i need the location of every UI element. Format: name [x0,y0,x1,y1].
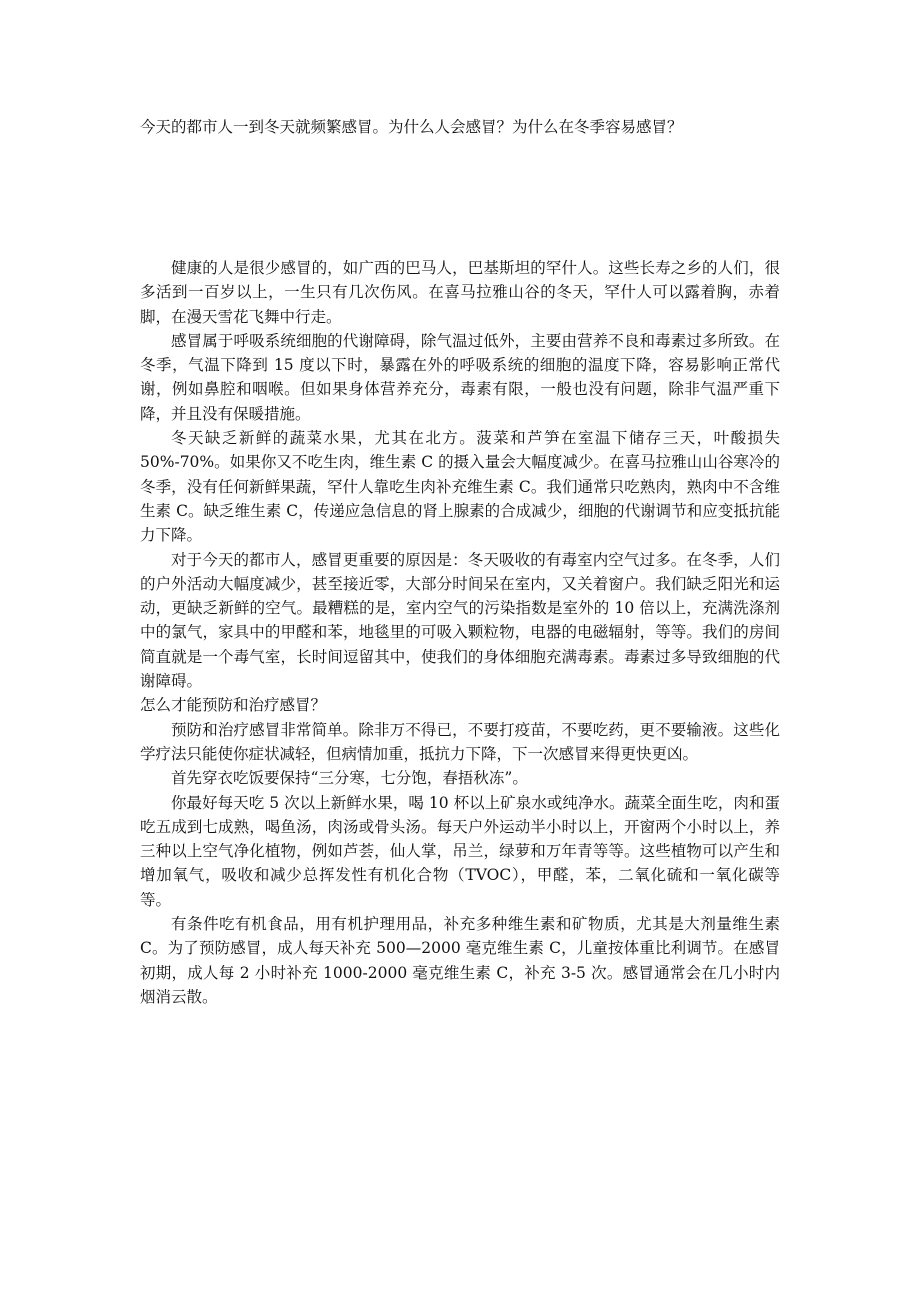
paragraph-organic-supplements: 有条件吃有机食品，用有机护理用品，补充多种维生素和矿物质，尤其是大剂量维生素 C。为了预防感冒，成人每天补充 500—2000 毫克维生素 C，儿童按体重比利调节。在感冒初期，成人每 2 小时补充 1000-2000 毫克维生素 C，补充 3-5 次。感冒通常会在几小时内烟消云散。 [140,915,780,1006]
document-title: 今天的都市人一到冬天就频繁感冒。为什么人会感冒？为什么在冬季容易感冒？ [140,118,683,136]
paragraph-vitamin-c: 冬天缺乏新鲜的蔬菜水果，尤其在北方。菠菜和芦笋在室温下储存三天，叶酸损失 50%-70%。如果你又不吃生肉，维生素 C 的摄入量会大幅度减少。在喜马拉雅山山谷寒冷的冬季，没有任何新鲜果蔬，罕什人靠吃生肉补充维生素 C。我们通常只吃熟肉，熟肉中不含维生素 C。缺乏维生素 C，传递应急信息的肾上腺素的合成减少，细胞的代谢调节和应变抵抗能力下降。 [140,429,780,545]
paragraph-longevity: 健康的人是很少感冒的，如广西的巴马人，巴基斯坦的罕什人。这些长寿之乡的人们，很多活到一百岁以上，一生只有几次伤风。在喜马拉雅山谷的冬天，罕什人可以露着胸，赤着脚，在漫天雪花飞舞中行走。 [140,259,780,326]
document-body [140,256,780,1009]
section-heading-prevention: 怎么才能预防和治疗感冒？ [140,696,327,715]
paragraph-prevention-simple: 预防和治疗感冒非常简单。除非万不得已，不要打疫苗，不要吃药，更不要输液。这些化学疗法只能使你症状减轻，但病情加重，抵抗力下降，下一次感冒来得更快更凶。 [140,720,780,763]
paragraph-cause-metabolism: 感冒属于呼吸系统细胞的代谢障碍，除气温过低外，主要由营养不良和毒素过多所致。在冬季，气温下降到 15 度以下时，暴露在外的呼吸系统的细胞的温度下降，容易影响正常代谢，例如鼻腔和咽喉。但如果身体营养充分，毒素有限，一般也没有问题，除非气温严重下降，并且没有保暖措施。 [140,331,780,423]
paragraph-clothing-diet: 首先穿衣吃饭要保持“三分寒，七分饱，春捂秋冻”。 [171,769,528,788]
paragraph-indoor-air: 对于今天的都市人，感冒更重要的原因是：冬天吸收的有毒室内空气过多。在冬季，人们的户外活动大幅度减少，甚至接近零，大部分时间呆在室内，又关着窗户。我们缺乏阳光和运动，更缺乏新鲜的空气。最糟糕的是，室内空气的污染指数是室外的 10 倍以上，充满洗涤剂中的氯气，家具中的甲醛和苯，地毯里的可吸入颗粒物，电器的电磁辐射，等等。我们的房间简直就是一个毒气室，长时间逗留其中，使我们的身体细胞充满毒素。毒素过多导致细胞的代谢障碍。 [140,550,780,691]
paragraph-fruits-plants: 你最好每天吃 5 次以上新鲜水果，喝 10 杯以上矿泉水或纯净水。蔬菜全面生吃，肉和蛋吃五成到七成熟，喝鱼汤，肉汤或骨头汤。每天户外运动半小时以上，开窗两个小时以上，养三种以上空气净化植物，例如芦荟，仙人掌，吊兰，绿萝和万年青等等。这些植物可以产生和增加氧气，吸收和减少总挥发性有机化合物（TVOC），甲醛，苯，二氧化硫和一氧化碳等等。 [140,793,780,909]
